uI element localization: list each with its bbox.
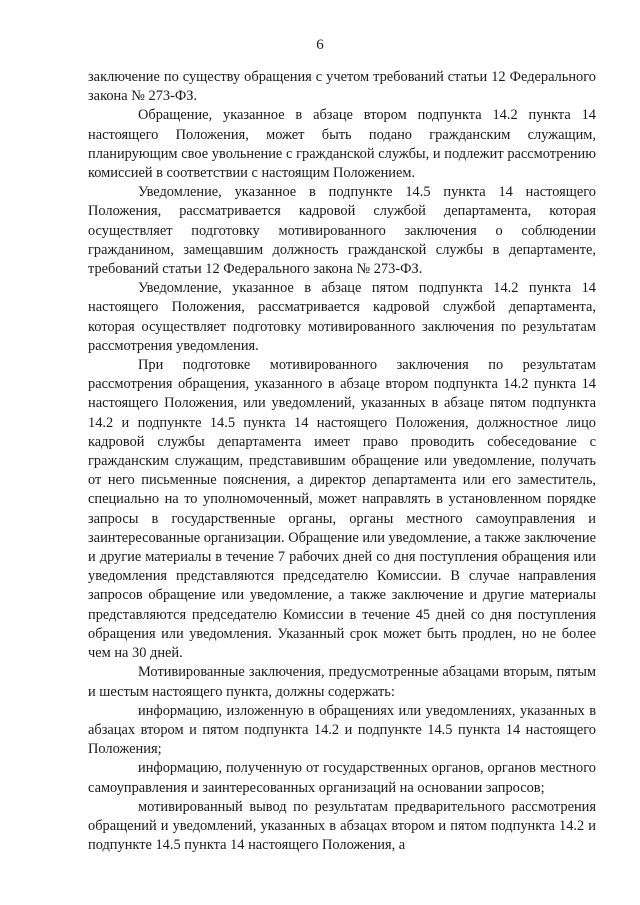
paragraph-2: Обращение, указанное в абзаце втором подпункта 14.2 пункта 14 настоящего Положения, может быть подано гражданским служащим, планирующим свое увольнение с гражданской службы, и подлежит рассмотрению комиссией в соответствии с настоящим Положением. — [88, 107, 596, 182]
paragraph-4: Уведомление, указанное в абзаце пятом подпункта 14.2 пункта 14 настоящего Положения, рассматривается кадровой службой департамента, которая осуществляет подготовку мотивированного заключения по результатам рассмотрения уведомления. — [88, 280, 596, 354]
paragraph-5: При подготовке мотивированного заключения по результатам рассмотрения обращения, указанного в абзаце втором подпункта 14.2 пункта 14 настоящего Положения, или уведомлений, указанных в абзаце пятом подпункта 14.2 и подпункте 14.5 пункта 14 настоящего Положения, должностное лицо кадровой службы департамента имеет право проводить собеседование с гражданским служащим, представившим обращение или уведомление, получать от него письменные пояснения, а директор департамента или его заместитель, специально на то уполномоченный, может направлять в установленном порядке запросы в государственные органы, органы местного самоуправления и заинтересованные организации. Обращение или уведомление, а также заключение и другие материалы в течение 7 рабочих дней со дня поступления обращения или уведомления представляются председателю Комиссии. В случае направления запросов обращение или уведомление, а также заключение и другие материалы представляются председателю Комиссии в течение 45 дней со дня поступления обращения или уведомления. Указанный срок может быть продлен, но не более чем на 30 дней. — [88, 357, 596, 662]
paragraph-1: заключение по существу обращения с учетом требований статьи 12 Федерального закона № 273-ФЗ. — [88, 69, 596, 105]
paragraph-8: информацию, полученную от государственных органов, органов местного самоуправления и заинтересованных организаций на основании запросов; — [88, 760, 596, 796]
paragraph-3: Уведомление, указанное в подпункте 14.5 пункта 14 настоящего Положения, рассматривается кадровой службой департамента, которая осуществляет подготовку мотивированного заключения о соблюдении гражданином, замещавшим должность гражданской службы в департаменте, требований статьи 12 Федерального закона № 273-ФЗ. — [88, 184, 596, 278]
paragraph-7: информацию, изложенную в обращениях или уведомлениях, указанных в абзацах втором и пятом подпункта 14.2 и подпункте 14.5 пункта 14 настоящего Положения; — [88, 702, 596, 758]
document-body — [88, 68, 596, 855]
paragraph-6: Мотивированные заключения, предусмотренные абзацами вторым, пятым и шестым настоящего пункта, должны содержать: — [88, 664, 596, 700]
paragraph-9: мотивированный вывод по результатам предварительного рассмотрения обращений и уведомлений, указанных в абзацах втором и пятом подпункта 14.2 и подпункте 14.5 пункта 14 настоящего Положения, а — [88, 798, 596, 854]
page-number: 6 — [316, 37, 324, 53]
